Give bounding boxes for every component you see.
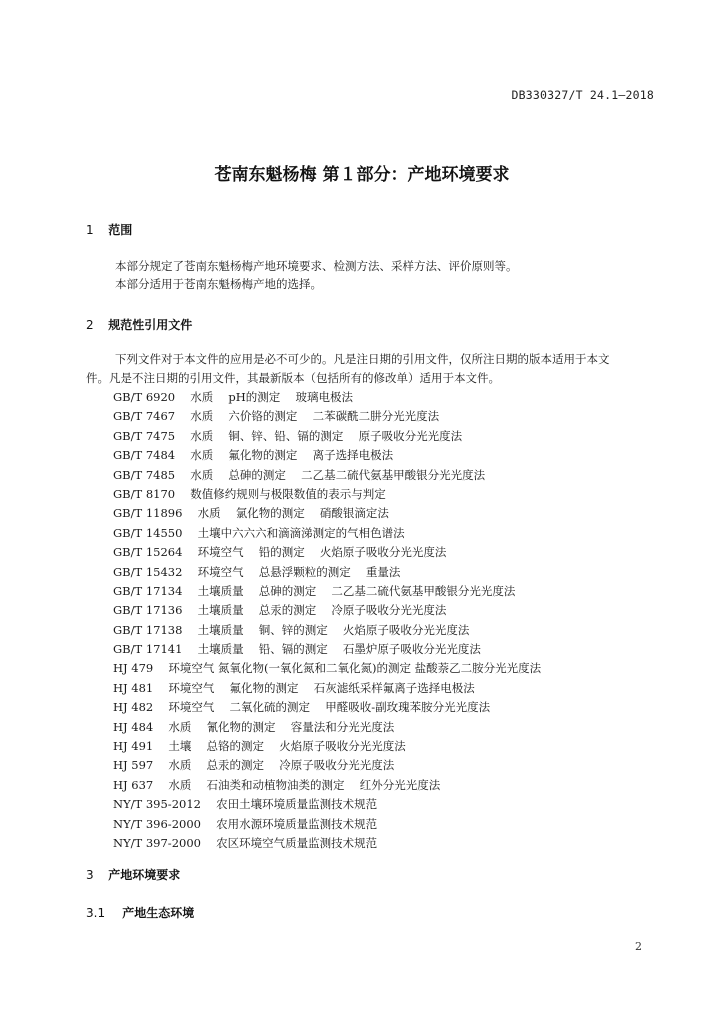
section-3-heading: [86, 866, 180, 883]
section-number: 1: [86, 223, 94, 237]
section-number: 3: [86, 868, 94, 882]
section-number: 3.1: [86, 906, 106, 920]
section-title: 范围: [108, 223, 133, 237]
normative-intro-line-2: 件。凡是不注日期的引用文件，其最新版本（包括所有的修改单）适用于本文件。: [86, 371, 500, 385]
reference-item: HJ 637 水质 石油类和动植物油类的测定 红外分光光度法: [113, 777, 441, 792]
scope-paragraph-2: 本部分适用于苍南东魁杨梅产地的选择。: [115, 277, 322, 291]
section-1-heading: [86, 221, 132, 238]
section-title: 产地环境要求: [108, 868, 181, 882]
document-title: 苍南东魁杨梅 第１部分：产地环境要求: [214, 165, 510, 185]
reference-item: GB/T 7484 水质 氟化物的测定 离子选择电极法: [113, 448, 394, 463]
reference-item: GB/T 7475 水质 铜、锌、铅、镉的测定 原子吸收分光光度法: [113, 428, 463, 443]
reference-item: NY/T 395-2012 农田土壤环境质量监测技术规范: [113, 797, 378, 812]
reference-item: GB/T 11896 水质 氯化物的测定 硝酸银滴定法: [113, 506, 389, 521]
reference-item: GB/T 8170 数值修约规则与极限数值的表示与判定: [113, 486, 386, 501]
normative-intro-line-1: 下列文件对于本文件的应用是必不可少的。凡是注日期的引用文件，仅所注日期的版本适用于本文: [115, 352, 610, 366]
reference-item: NY/T 396-2000 农用水源环境质量监测技术规范: [113, 816, 378, 831]
section-number: 2: [86, 318, 94, 332]
reference-item: GB/T 15264 环境空气 铅的测定 火焰原子吸收分光光度法: [113, 545, 447, 560]
section-title: 规范性引用文件: [108, 318, 193, 332]
reference-item: GB/T 7485 水质 总砷的测定 二乙基二硫代氨基甲酸银分光光度法: [113, 467, 486, 482]
normative-references-list: [113, 388, 541, 853]
reference-item: HJ 482 环境空气 二氧化硫的测定 甲醛吸收-副玫瑰苯胺分光光度法: [113, 700, 491, 715]
reference-item: HJ 597 水质 总汞的测定 冷原子吸收分光光度法: [113, 758, 395, 773]
reference-item: GB/T 17136 土壤质量 总汞的测定 冷原子吸收分光光度法: [113, 603, 447, 618]
reference-item: GB/T 17138 土壤质量 铜、锌的测定 火焰原子吸收分光光度法: [113, 622, 470, 637]
reference-item: HJ 491 土壤 总铬的测定 火焰原子吸收分光光度法: [113, 739, 406, 754]
document-id: DB330327/T 24.1—2018: [511, 88, 654, 102]
reference-item: GB/T 17134 土壤质量 总砷的测定 二乙基二硫代氨基甲酸银分光光度法: [113, 583, 516, 598]
reference-item: NY/T 397-2000 农区环境空气质量监测技术规范: [113, 835, 378, 850]
reference-item: GB/T 7467 水质 六价铬的测定 二苯碳酰二肼分光光度法: [113, 409, 440, 424]
reference-item: GB/T 14550 土壤中六六六和滴滴涕测定的气相色谱法: [113, 525, 405, 540]
reference-item: GB/T 6920 水质 pH的测定 玻璃电极法: [113, 390, 353, 404]
reference-item: HJ 481 环境空气 氟化物的测定 石灰滤纸采样氟离子选择电极法: [113, 680, 475, 695]
reference-item: GB/T 15432 环境空气 总悬浮颗粒的测定 重量法: [113, 564, 401, 579]
section-title: 产地生态环境: [122, 906, 195, 920]
section-2-heading: [86, 316, 192, 333]
reference-item: HJ 479 环境空气 氮氧化物(一氧化氮和二氧化氮)的测定 盐酸萘乙二胺分光光度法: [113, 661, 542, 676]
scope-paragraph-1: 本部分规定了苍南东魁杨梅产地环境要求、检测方法、采样方法、评价原则等。: [115, 259, 518, 273]
reference-item: HJ 484 水质 氰化物的测定 容量法和分光光度法: [113, 719, 395, 734]
page-number: 2: [635, 940, 642, 953]
section-3-1-heading: [86, 904, 194, 921]
reference-item: GB/T 17141 土壤质量 铅、镉的测定 石墨炉原子吸收分光光度法: [113, 642, 481, 657]
